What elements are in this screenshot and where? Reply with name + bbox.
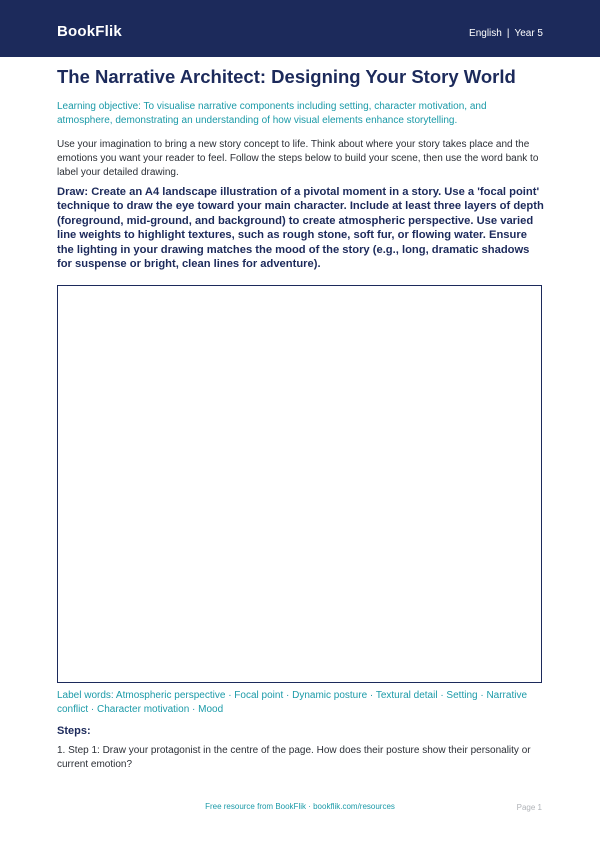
footer-resource-link[interactable]: Free resource from BookFlik · bookflik.com/resources [205,802,395,811]
year-label: Year 5 [514,28,543,39]
label-word-bank: Label words: Atmospheric perspective · Focal point · Dynamic posture · Textural detail · Setting · Narrative conflict · Character motivation · Mood [57,690,528,715]
page-number: Page 1 [516,803,542,812]
subject-label: English [469,28,502,39]
brand-logo-text[interactable]: BookFlik [57,23,122,40]
header-bar [0,0,600,57]
page-title: The Narrative Architect: Designing Your Story World [57,66,516,87]
drawing-area[interactable] [57,285,542,683]
learning-objective: Learning objective: To visualise narrative components including setting, character motivation, and atmosphere, demonstrating an understanding of how visual elements enhance storytelling. [57,101,487,126]
step-item: 1. Step 1: Draw your protagonist in the centre of the page. How does their posture show their personality or current emotion? [57,745,531,770]
steps-heading: Steps: [57,725,91,737]
intro-paragraph: Use your imagination to bring a new story concept to life. Think about where your story takes place and the emotions you want your reader to feel. Follow the steps below to build your scene, then use the word bank to label your detailed drawing. [57,139,539,178]
header-meta [469,28,543,39]
draw-task-instructions: Draw: Create an A4 landscape illustration of a pivotal moment in a story. Use a 'focal point' technique to draw the eye toward your main character. Include at least three layers of depth (foreground, mid-ground, and background) to create atmospheric perspective. Use varied line weights to highlight textures, such as rough stone, soft fur, or flowing water. Ensure the lighting in your drawing matches the mood of the story (e.g., long, dramatic shadows for suspense or bright, clean lines for adventure). [57,186,544,271]
meta-separator: | [506,28,510,39]
